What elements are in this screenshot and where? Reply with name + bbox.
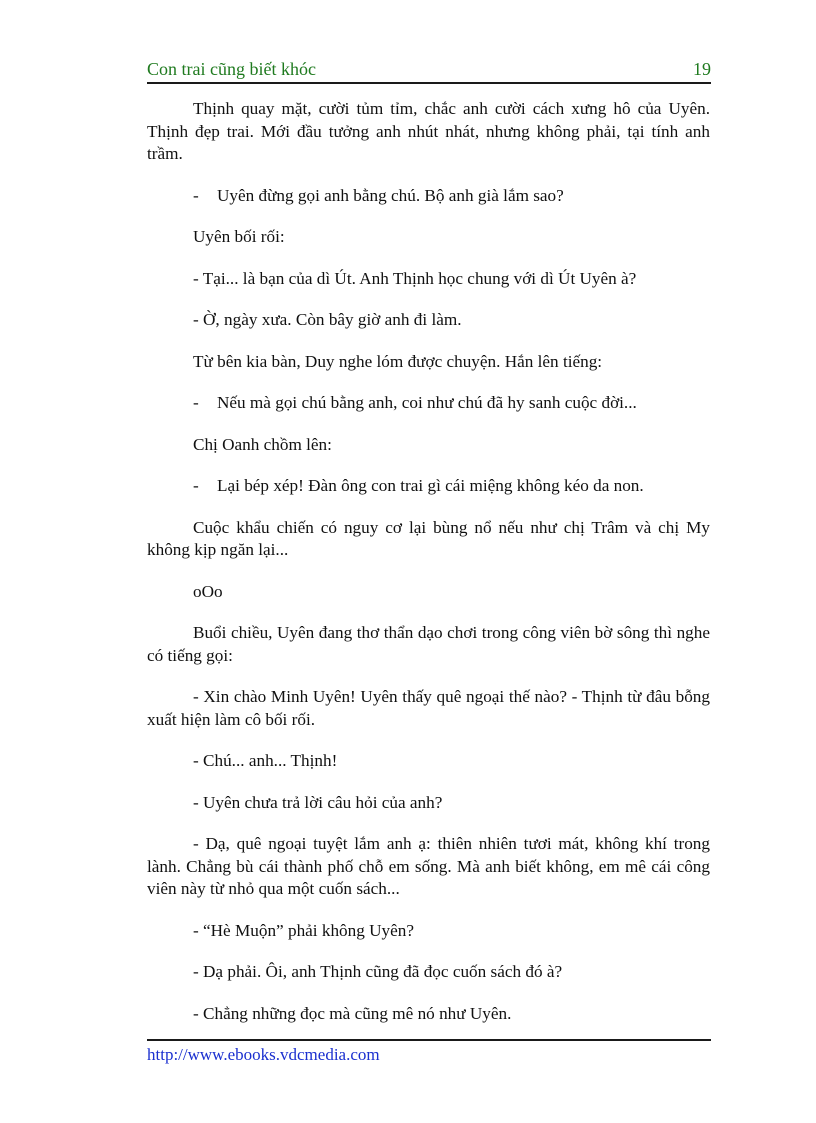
dash-mark: - [193, 185, 199, 205]
paragraph: - Chú... anh... Thịnh! [193, 751, 338, 770]
paragraph: - Dạ, quê ngoại tuyệt lắm anh ạ: thiên nhiên tươi mát, không khí trong lành. Chẳng bù cái thành phố chỗ em sống. Mà anh biết không, em mê cái công viên này từ nhỏ qua một cuốn sách... [147, 834, 710, 898]
paragraph: Chị Oanh chồm lên: [193, 434, 332, 454]
dash-mark: - [193, 393, 199, 412]
paragraph: Từ bên kia bàn, Duy nghe lóm được chuyện. Hắn lên tiếng: [193, 351, 603, 371]
paragraph: Uyên bối rối: [193, 227, 285, 246]
paragraph: Buổi chiều, Uyên đang thơ thẩn dạo chơi trong công viên bờ sông thì nghe có tiếng gọi: [147, 623, 710, 665]
paragraph: Thịnh quay mặt, cười tủm tỉm, chắc anh cười cách xưng hô của Uyên. Thịnh đẹp trai. Mới đầu tưởng anh nhút nhát, nhưng không phải, tại tính anh trầm. [147, 99, 710, 163]
page-number: 19 [693, 59, 711, 79]
dialogue-text: Nếu mà gọi chú bằng anh, coi như chú đã hy sanh cuộc đời... [217, 393, 637, 412]
footer-divider [147, 1039, 711, 1041]
dialogue-line [147, 185, 710, 208]
story-text [147, 98, 710, 1044]
paragraph: - Tại... là bạn của dì Út. Anh Thịnh học chung với dì Út Uyên à? [193, 268, 637, 288]
paragraph: - Chẳng những đọc mà cũng mê nó như Uyên. [193, 1003, 512, 1023]
dialogue-text: Lại bép xép! Đàn ông con trai gì cái miệng không kéo da non. [217, 476, 644, 495]
paragraph: - “Hè Muộn” phải không Uyên? [193, 920, 414, 940]
dash-mark: - [193, 476, 199, 495]
dialogue-line [147, 475, 710, 498]
section-break: oOo [193, 581, 223, 601]
dialogue-text: Uyên đừng gọi anh bằng chú. Bộ anh già lắm sao? [217, 185, 564, 205]
page-header [147, 58, 711, 84]
paragraph: - Dạ phải. Ôi, anh Thịnh cũng đã đọc cuốn sách đó à? [193, 962, 563, 981]
dialogue-line [147, 392, 710, 415]
paragraph: - Uyên chưa trả lời câu hỏi của anh? [193, 792, 443, 812]
book-title: Con trai cũng biết khóc [147, 59, 316, 79]
paragraph: - Xin chào Minh Uyên! Uyên thấy quê ngoại thế nào? - Thịnh từ đâu bỗng xuất hiện làm cô bối rối. [147, 687, 710, 729]
paragraph: - Ờ, ngày xưa. Còn bây giờ anh đi làm. [193, 310, 462, 329]
paragraph: Cuộc khẩu chiến có nguy cơ lại bùng nổ nếu như chị Trâm và chị My không kịp ngăn lại... [147, 517, 710, 559]
footer-url-link[interactable]: http://www.ebooks.vdcmedia.com [147, 1045, 380, 1064]
